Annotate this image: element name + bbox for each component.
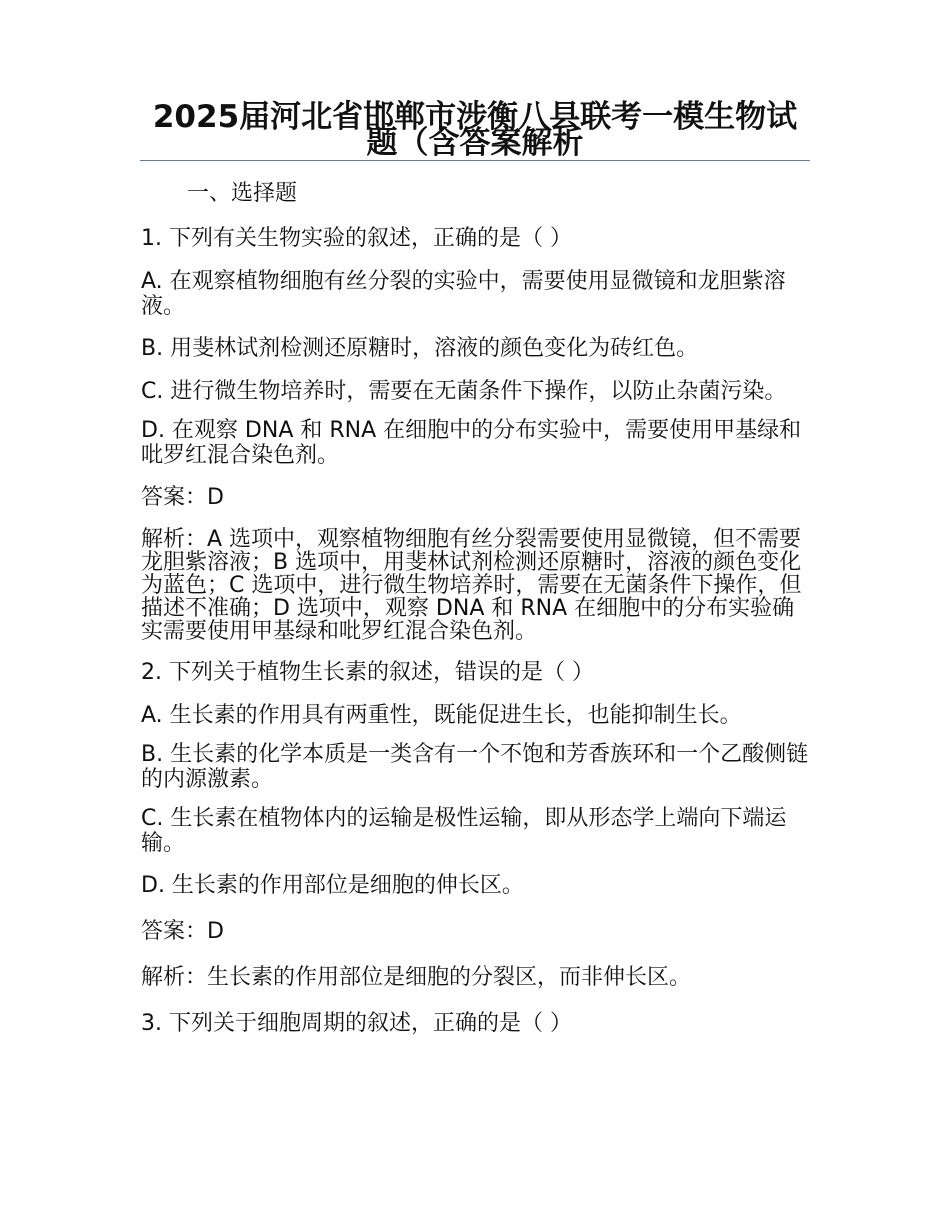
document-body	[141, 178, 809, 1054]
question-2-option-c: C. 生长素在植物体内的运输是极性运输，即从形态学上端向下端运输。	[141, 806, 787, 856]
question-1-analysis: 解析：A 选项中，观察植物细胞有丝分裂需要使用显微镜，但不需要龙胆紫溶液；B 选项中，用斐林试剂检测还原糖时，溶液的颜色变化为蓝色；C 选项中，进行微生物培养时，需要在无菌条件下操作，但描述不准确；D 选项中，观察 DNA 和 RNA 在细胞中的分布实验确实需要使用甲基绿和吡罗红混合染色剂。	[141, 527, 802, 644]
question-2-analysis: 解析：生长素的作用部位是细胞的分裂区，而非伸长区。	[141, 965, 692, 990]
question-1-option-d: D. 在观察 DNA 和 RNA 在细胞中的分布实验中，需要使用甲基绿和吡罗红混合染色剂。	[141, 418, 802, 468]
question-2-option-b: B. 生长素的化学本质是一类含有一个不饱和芳香族环和一个乙酸侧链的内源激素。	[141, 742, 809, 792]
question-3-stem: 3. 下列关于细胞周期的叙述，正确的是（ ）	[141, 1011, 572, 1036]
question-1-option-c: C. 进行微生物培养时，需要在无菌条件下操作，以防止杂菌污染。	[141, 379, 787, 404]
question-2-answer: 答案：D	[141, 919, 224, 944]
question-1-option-a: A. 在观察植物细胞有丝分裂的实验中，需要使用显微镜和龙胆紫溶液。	[141, 269, 786, 319]
question-2-option-d: D. 生长素的作用部位是细胞的伸长区。	[141, 873, 524, 898]
question-1-option-b: B. 用斐林试剂检测还原糖时，溶液的颜色变化为砖红色。	[141, 336, 699, 361]
question-2-option-a: A. 生长素的作用具有两重性，既能促进生长，也能抑制生长。	[141, 703, 742, 728]
title-underline	[140, 160, 810, 161]
question-1-answer: 答案：D	[141, 485, 224, 510]
document-title: 2025届河北省邯郸市涉衡八县联考一模生物试题（含答案解析	[152, 99, 798, 161]
question-2-stem: 2. 下列关于植物生长素的叙述，错误的是（ ）	[141, 660, 594, 685]
section-heading: 一、选择题	[187, 181, 298, 206]
question-1-stem: 1. 下列有关生物实验的叙述，正确的是（ ）	[141, 226, 572, 251]
